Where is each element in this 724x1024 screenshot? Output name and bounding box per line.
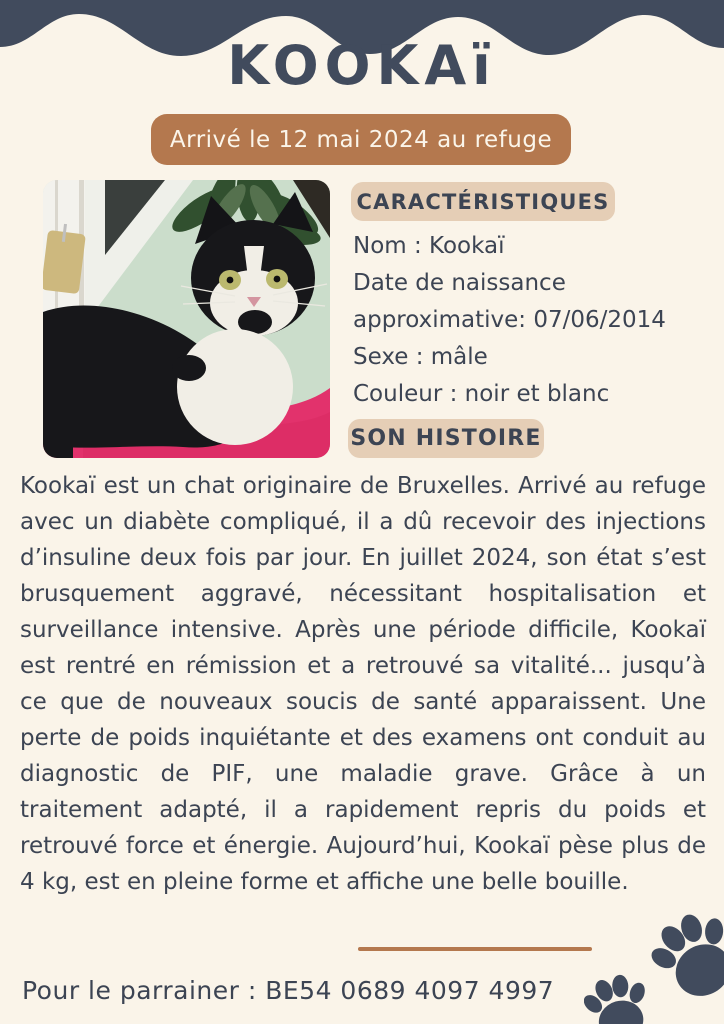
story-text: Kookaï est un chat originaire de Bruxelles. Arrivé au refuge avec un diabète compliqué, il a dû recevoir des injections d’insuline deux fois par jour. En juillet 2024, son état s’est brusquement aggravé, nécessitant hospitalisation et surveillance intensive. Après une période difficile, Kookaï est rentré en rémission et a retrouvé sa vitalité... jusqu’à ce que de nouveaux soucis de santé apparaissent. Une perte de poids inquiétante et des examens ont conduit au diagnostic de PIF, une maladie grave. Grâce à un traitement adapté, il a rapidement repris du poids et retrouvé force et énergie. Aujourd’hui, Kookaï pèse plus de 4 kg, est en pleine forme et affiche une belle bouille.	[20, 473, 706, 895]
story-heading: SON HISTOIRE	[348, 419, 544, 458]
characteristics-heading: CARACTÉRISTIQUES	[351, 182, 615, 221]
arrival-badge: Arrivé le 12 mai 2024 au refuge	[151, 114, 571, 165]
characteristic-item-birthdate: Date de naissance approximative: 07/06/2014	[353, 270, 666, 333]
paw-icon	[584, 967, 660, 1024]
paw-icon	[637, 898, 724, 1013]
paw-prints	[584, 896, 724, 1024]
cat-photo	[43, 180, 330, 458]
characteristics-list	[353, 228, 708, 413]
cat-photo-illustration	[43, 180, 330, 458]
divider-line	[358, 947, 592, 951]
characteristic-item-name: Nom : Kookaï	[353, 233, 505, 259]
sponsor-line: Pour le parrainer : BE54 0689 4097 4997	[22, 976, 555, 1005]
characteristic-item-color: Couleur : noir et blanc	[353, 381, 610, 407]
characteristic-item-sex: Sexe : mâle	[353, 344, 488, 370]
page-title: KOOKAï	[227, 34, 497, 97]
